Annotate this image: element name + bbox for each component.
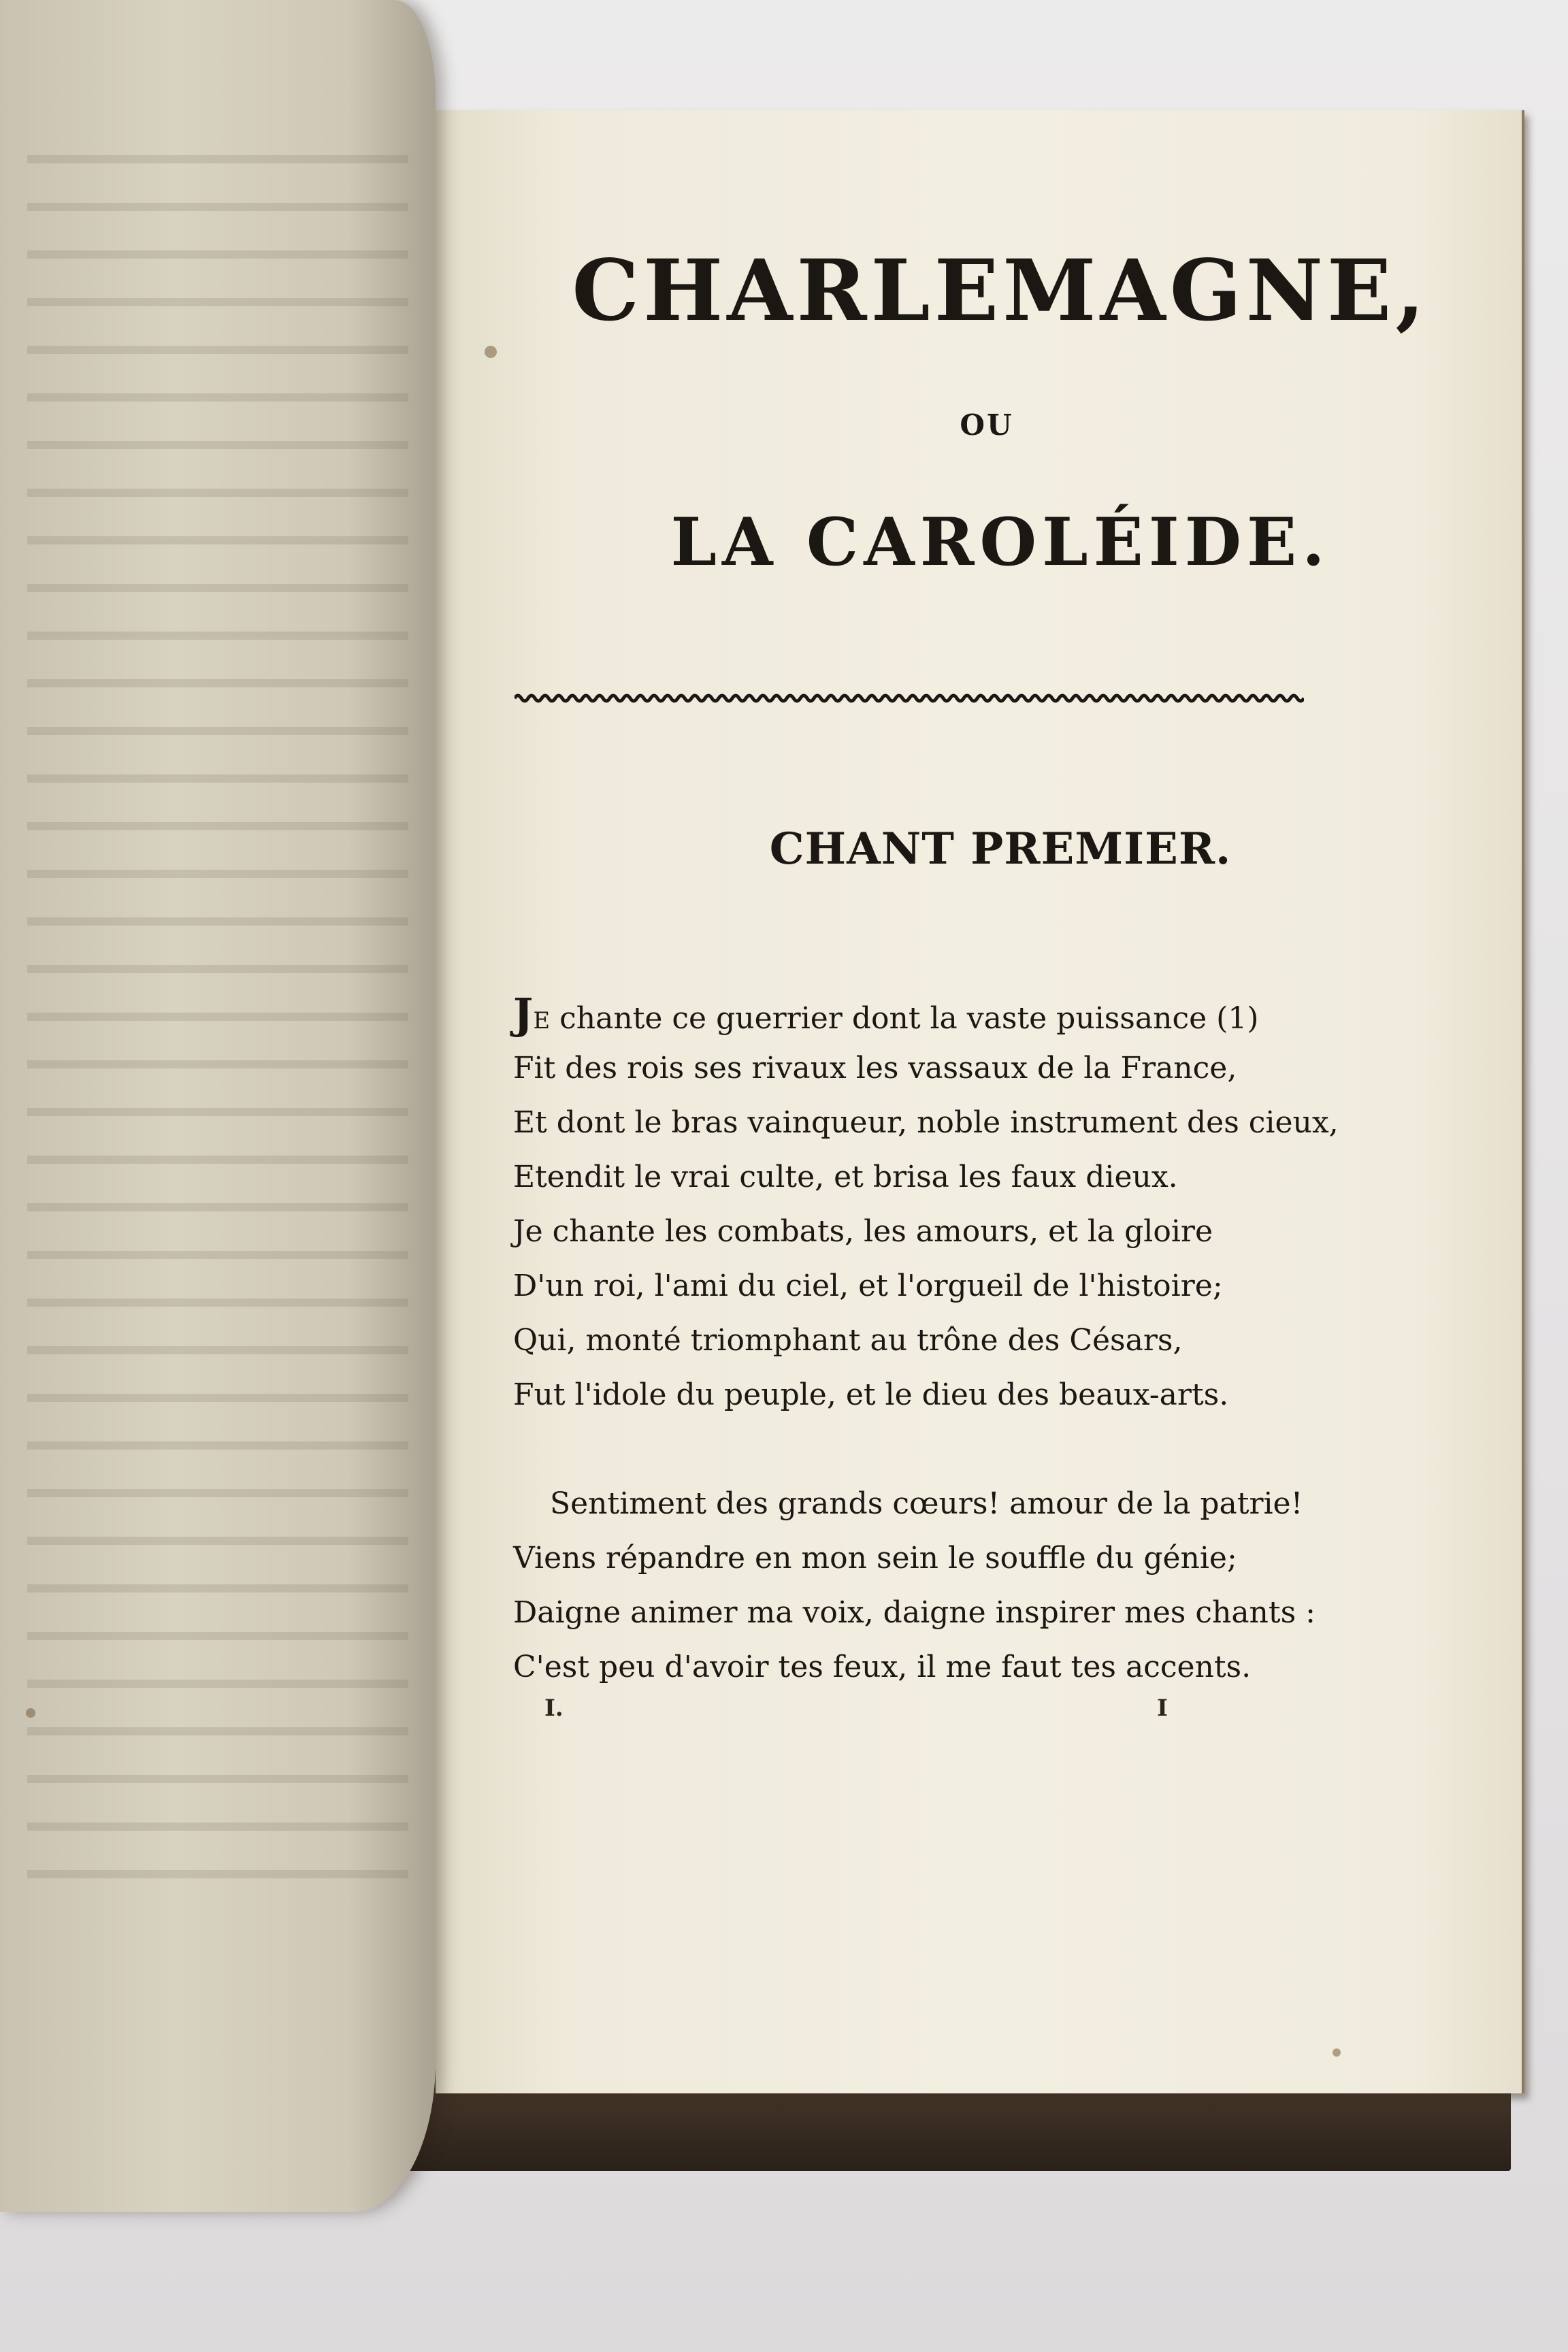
- foxing-spot: [1333, 2048, 1341, 2057]
- chant-heading: CHANT PREMIER.: [769, 823, 1232, 875]
- verse-line: Sentiment des grands cœurs! amour de la patrie!: [550, 1486, 1303, 1521]
- verse-line: D'un roi, l'ami du ciel, et l'orgueil de l'histoire;: [513, 1269, 1223, 1303]
- verse-line-1-text: chante ce guerrier dont la vaste puissance (1): [550, 1001, 1259, 1036]
- verse-line: Fut l'idole du peuple, et le dieu des beaux-arts.: [513, 1377, 1229, 1412]
- small-caps-letter: E: [533, 1007, 551, 1034]
- stanza-1: [513, 987, 1339, 1422]
- verse-line: Etendit le vrai culte, et brisa les faux dieux.: [513, 1160, 1178, 1194]
- verse-line: C'est peu d'avoir tes feux, il me faut tes accents.: [513, 1650, 1252, 1684]
- verse-line: Viens répandre en mon sein le souffle du génie;: [513, 1541, 1237, 1575]
- signature-mark-right: I: [1157, 1695, 1168, 1722]
- drop-cap: J: [513, 989, 534, 1039]
- signature-mark-left: I.: [544, 1695, 564, 1722]
- wavy-rule-ornament: [514, 691, 1304, 705]
- title-connector: OU: [960, 408, 1014, 442]
- foxing-spot: [485, 346, 497, 358]
- page-subtitle: LA CAROLÉIDE.: [670, 504, 1330, 581]
- page-title: CHARLEMAGNE,: [572, 242, 1429, 340]
- verse-line: Daigne animer ma voix, daigne inspirer mes chants :: [513, 1595, 1316, 1630]
- foxing-spot: [26, 1708, 35, 1718]
- verse-line: Je chante les combats, les amours, et la gloire: [513, 1214, 1213, 1249]
- verse-line: Fit des rois ses rivaux les vassaux de la France,: [513, 1051, 1237, 1085]
- verse-line-1: [513, 987, 1330, 1041]
- verse-line: Et dont le bras vainqueur, noble instrument des cieux,: [513, 1105, 1339, 1140]
- verse-line: Qui, monté triomphant au trône des Césars,: [513, 1323, 1183, 1358]
- stanza-2: [513, 1477, 1330, 1695]
